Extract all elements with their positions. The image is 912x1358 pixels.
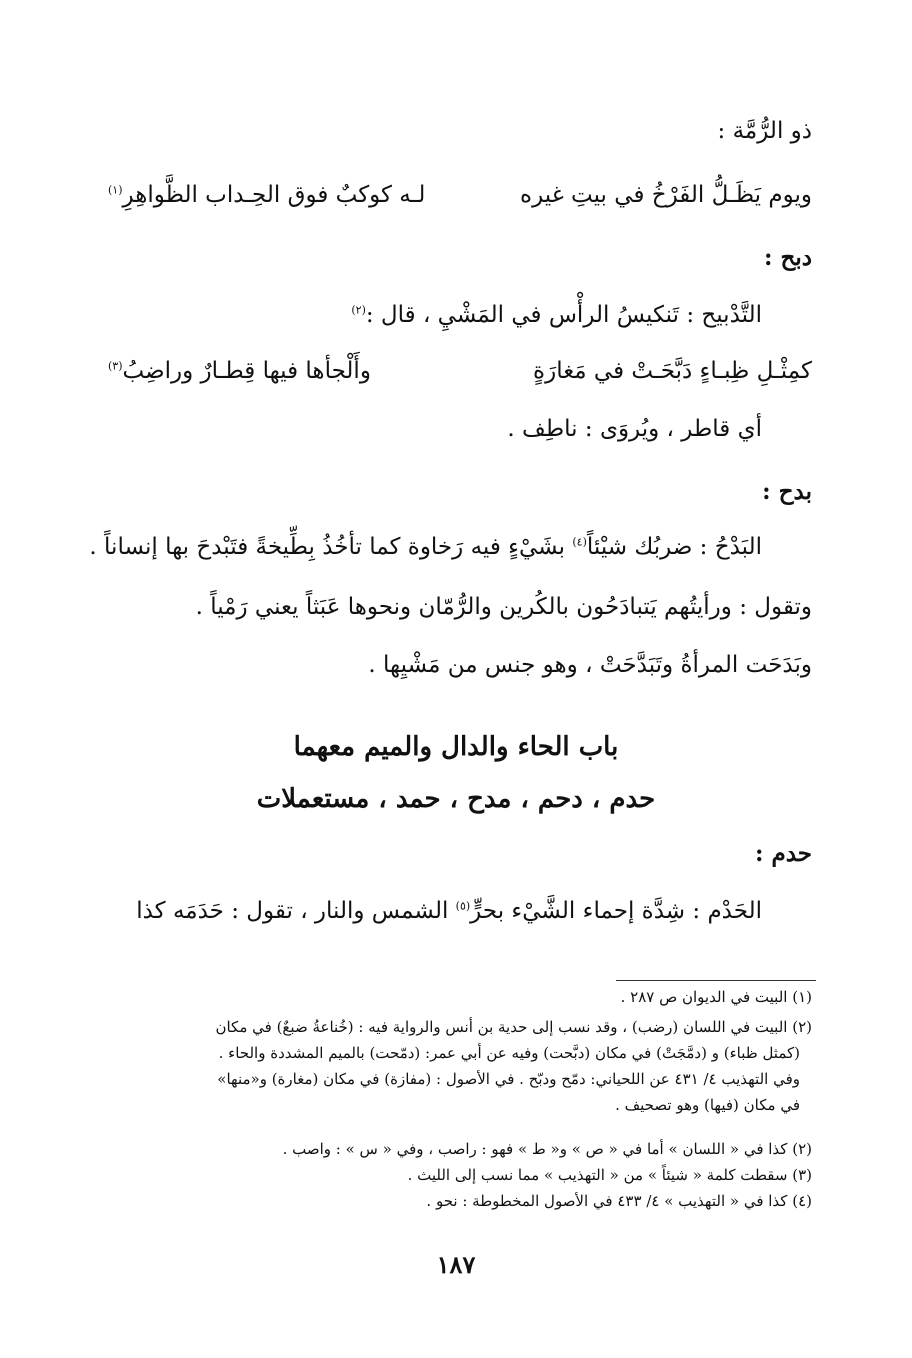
entry-bdh-line-1	[89, 534, 762, 560]
footnote-4: (٣) سقطت كلمة « شيئاً » من « التهذيب » مما نسب إلى الليث .	[407, 1166, 812, 1184]
entry-hdm-line	[108, 898, 762, 924]
entry-hdm-line-b: الشمس والنار ، تقول : حَدَمَه كذا	[136, 898, 449, 924]
entry-dbh-definition-text: التَّدْبيح : تَنكيسُ الرأْس في المَشْيِ ، قال :	[365, 302, 762, 328]
footnote-2: (٢) البيت في اللسان (رضب) ، وقد نسب إلى حدية بن أنس والرواية فيه : (خُناعةُ ضبعٌ) في مكان	[215, 1018, 812, 1036]
verse-1-hemistich-2	[108, 182, 425, 208]
verse-2-hemistich-2-text: وأَلْجأها فيها قِطـارٌ وراضِبُ	[122, 358, 371, 384]
page-number: ١٨٧	[436, 1250, 476, 1279]
entry-bdh-line-2: وتقول : ورأيتُهم يَتبادَحُون بالكُرين والرُّمّان ونحوها عَبَثاً يعني رَمْياً .	[195, 594, 812, 620]
entry-dbh-definition	[351, 302, 762, 328]
entry-head-dbh: دبح :	[764, 244, 812, 271]
footnote-3: (٢) كذا في « اللسان » أما في « ص » و« ط » فهو : راصب ، وفي « س » : واصب .	[282, 1140, 812, 1158]
footnote-2-cont-1: (كمثل ظباء) و (دمَّجَتْ) في مكان (دبَّحت) وفيه عن أبي عمر: (دمّحت) بالميم المشددة والحاء .	[218, 1044, 800, 1062]
footnote-5: (٤) كذا في « التهذيب » ٤/ ٤٣٣ في الأصول المخطوطة : نحو .	[426, 1192, 812, 1210]
entry-head-hdm: حدم :	[754, 840, 812, 867]
footnote-ref-4: (٤)	[572, 535, 587, 549]
verse-1-hemistich-1: ويوم يَظَـلُّ الفَرْخُ في بيتِ غيره	[520, 182, 812, 208]
footnote-2-cont-2: وفي التهذيب ٤/ ٤٣١ عن اللحياني: دمّح ودبّح . في الأصول : (مفازة) في مكان (مغارة) و«منها»	[217, 1070, 800, 1088]
footnote-rule	[616, 980, 816, 981]
intro-line: ذو الرُّمَّة :	[717, 118, 812, 144]
entry-hdm-line-a: الحَدْم : شِدَّة إحماء الشَّيْء بحرٍّ	[470, 898, 762, 924]
entry-head-bdh: بدح :	[762, 478, 812, 505]
entry-bdh-line-1-b: بشَيْءٍ فيه رَخاوة كما تأخُذُ بِطِّيخةً فتَبْدحَ بها إنساناً .	[89, 534, 566, 560]
verse-1-hemistich-2-text: لـه كوكبٌ فوق الحِـداب الظَّواهِرِ	[122, 182, 426, 208]
footnote-2-cont-3: في مكان (فيها) وهو تصحيف .	[615, 1096, 800, 1114]
footnote-ref-1: (١)	[108, 183, 123, 197]
verse-2-hemistich-2	[108, 358, 371, 384]
chapter-title: باب الحاء والدال والميم معهما	[293, 732, 619, 762]
entry-bdh-line-1-a: البَدْحُ : ضربُك شيْئاً	[586, 534, 762, 560]
footnote-ref-2: (٢)	[351, 303, 366, 317]
footnote-ref-3: (٣)	[108, 359, 123, 373]
footnote-ref-5: (٥)	[455, 899, 471, 913]
entry-bdh-line-3: وبَدَحَت المرأةُ وتَبَدَّحَتْ ، وهو جنس من مَشْيِها .	[368, 652, 812, 678]
entry-dbh-gloss: أي قاطر ، ويُروَى : ناطِف .	[507, 416, 762, 442]
chapter-subtitle: حدم ، دحم ، مدح ، حمد ، مستعملات	[256, 784, 656, 814]
verse-2-hemistich-1: كمِثْـلِ ظِبـاءٍ دَبَّحَـتْ في مَغارَةٍ	[533, 358, 812, 384]
footnote-1: (١) البيت في الديوان ص ٢٨٧ .	[620, 988, 812, 1006]
